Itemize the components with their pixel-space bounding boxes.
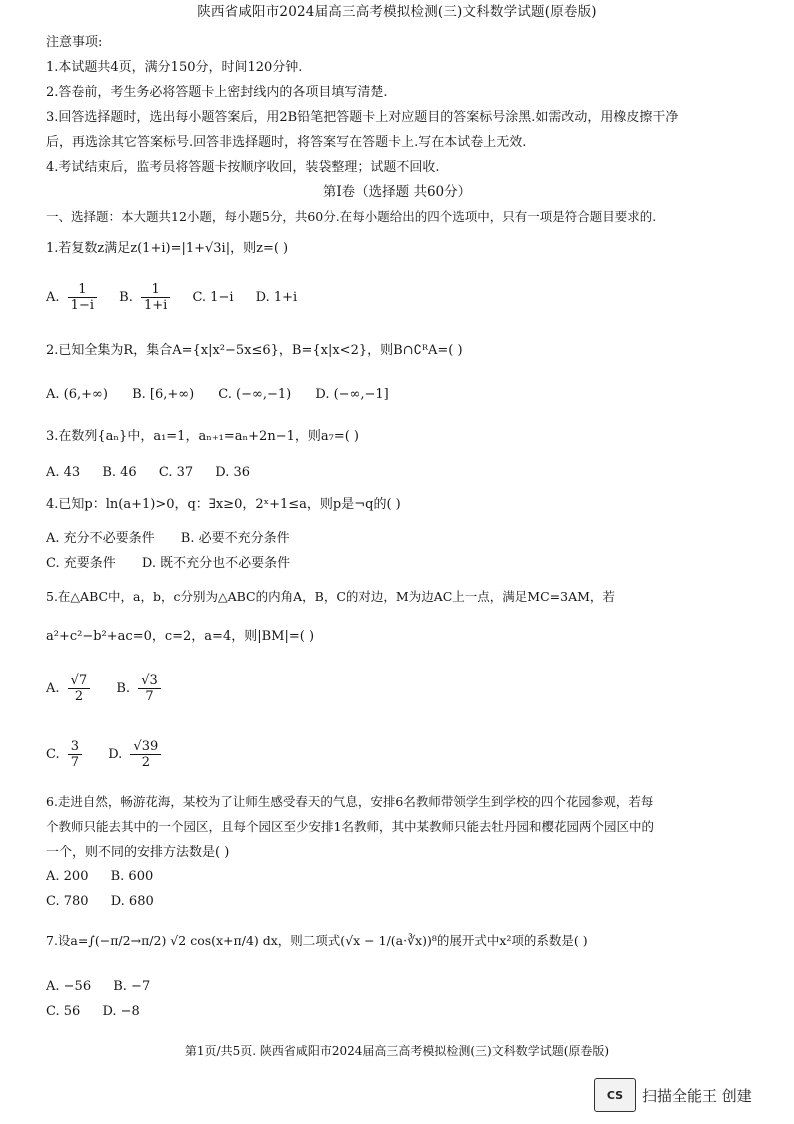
question-7-options-row1 [46, 980, 150, 993]
part-intro: 一、选择题：本大题共12小题，每小题5分，共60分.在每小题给出的四个选项中，只有一项是符合题目要求的. [46, 209, 657, 224]
q3-option-b: B. 46 [102, 465, 137, 480]
q1-option-c: C. 1−i [192, 290, 234, 305]
q5-d-num: √39 [130, 740, 161, 755]
question-4: 4.已知p：ln(a+1)>0，q：∃x≥0，2ˣ+1≤a，则p是¬q的( ) [46, 497, 401, 512]
q3-option-a: A. 43 [46, 465, 81, 480]
question-4-options-row2 [46, 557, 290, 570]
question-3: 3.在数列{aₙ}中，a₁=1，aₙ₊₁=aₙ+2n−1，则a₇=( ) [46, 429, 359, 444]
q2-option-c: C. (−∞,−1) [218, 387, 292, 402]
q6-option-a: A. 200 [46, 869, 89, 884]
q1-option-b-frac [141, 283, 170, 312]
q3-option-c: C. 37 [158, 465, 194, 480]
q4-option-c: C. 充要条件 [46, 556, 116, 571]
q5-option-d-label: D. [108, 747, 123, 762]
q6-option-d: D. 680 [110, 894, 154, 909]
q5-c-den: 7 [70, 755, 80, 770]
question-6-line1: 6.走进自然，畅游花海，某校为了让师生感受春天的气息，安排6名教师带领学生到学校的四个花园参观，若每 [46, 794, 654, 809]
q6-option-b: B. 600 [110, 869, 154, 884]
q6-option-c: C. 780 [46, 894, 89, 909]
notice-item-3-cont: 后，再选涂其它答案标号.回答非选择题时，将答案写在答题卡上.写在本试卷上无效. [46, 135, 527, 150]
question-5-options-row1 [46, 674, 165, 703]
watermark-text: 扫描全能王 创建 [642, 1086, 752, 1105]
question-7-options-row2 [46, 1005, 140, 1018]
question-2-options [46, 388, 389, 401]
question-5-options-row2 [46, 740, 165, 769]
question-6-line3: 一个，则不同的安排方法数是( ) [46, 845, 230, 860]
notice-item-1: 1.本试题共4页，满分150分，时间120分钟. [46, 60, 303, 75]
q5-option-b-frac [138, 674, 161, 703]
q5-option-b-label: B. [116, 681, 131, 696]
q1-option-d: D. 1+i [255, 290, 298, 305]
question-4-options-row1 [46, 532, 290, 545]
q5-option-a-label: A. [46, 681, 60, 696]
q1-option-a-frac [68, 283, 97, 312]
question-5-line2: a²+c²−b²+ac=0，c=2，a=4，则|BM|=( ) [46, 629, 315, 644]
q7-option-b: B. −7 [113, 979, 151, 994]
question-1: 1.若复数z满足z(1+i)=|1+√3i|，则z=( ) [46, 241, 289, 256]
q5-d-den: 2 [141, 755, 150, 770]
q5-b-den: 7 [145, 689, 154, 704]
question-3-options [46, 466, 250, 479]
notice-item-2: 2.答卷前，考生务必将答题卡上密封线内的各项目填写清楚. [46, 85, 388, 100]
question-7: 7.设a=∫(−π/2→π/2) √2 cos(x+π/4) dx，则二项式(√x − 1/(a·∛x))⁸的展开式中x²项的系数是( ) [46, 933, 588, 948]
page-footer: 第1页/共5页. 陕西省咸阳市2024届高三高考模拟检测(三)文科数学试题(原卷版) [184, 1044, 610, 1058]
q5-a-den: 2 [74, 689, 84, 704]
page-title: 陕西省咸阳市2024届高三高考模拟检测(三)文科数学试题(原卷版) [197, 4, 597, 20]
q1-option-b-label: B. [119, 290, 133, 305]
scanner-watermark [594, 1078, 752, 1112]
q1-a-num: 1 [68, 283, 97, 298]
q5-option-d-frac [130, 740, 161, 769]
q4-option-a: A. 充分不必要条件 [46, 531, 155, 546]
notice-heading: 注意事项: [46, 35, 103, 50]
camscanner-logo-icon: CS [594, 1078, 636, 1112]
q5-option-c-label: C. [46, 747, 60, 762]
question-5-line1: 5.在△ABC中，a，b，c分别为△ABC的内角A，B，C的对边，M为边AC上一点，满足MC=3AM，若 [46, 589, 615, 604]
q5-option-c-frac [68, 740, 82, 769]
q1-b-den: 1+i [143, 298, 168, 313]
q4-option-b: B. 必要不充分条件 [180, 531, 290, 546]
question-1-options [46, 283, 297, 312]
notice-item-4: 4.考试结束后，监考员将答题卡按顺序收回，装袋整理；试题不回收. [46, 160, 440, 175]
q7-option-a: A. −56 [46, 979, 92, 994]
q1-b-num: 1 [141, 283, 170, 298]
q2-option-d: D. (−∞,−1] [315, 387, 389, 402]
question-6-line2: 个教师只能去其中的一个园区，且每个园区至少安排1名教师，其中某教师只能去牡丹园和樱花园两个园区中的 [46, 819, 654, 834]
q7-option-c: C. 56 [46, 1004, 81, 1019]
q5-a-num: √7 [68, 674, 91, 689]
q7-option-d: D. −8 [102, 1004, 140, 1019]
q5-c-num: 3 [68, 740, 82, 755]
question-2: 2.已知全集为R，集合A={x|x²−5x≤6}，B={x|x<2}，则B∩∁ᴿA=( ) [46, 343, 463, 358]
q5-option-a-frac [68, 674, 91, 703]
notice-item-3: 3.回答选择题时，选出每小题答案后，用2B铅笔把答题卡上对应题目的答案标号涂黑.如需改动，用橡皮擦干净 [46, 110, 679, 125]
q5-b-num: √3 [138, 674, 161, 689]
q2-option-a: A. (6,+∞) [46, 387, 108, 402]
q2-option-b: B. [6,+∞) [132, 387, 195, 402]
q3-option-d: D. 36 [215, 465, 251, 480]
question-6-options-row2 [46, 895, 154, 908]
q1-option-a-label: A. [46, 290, 60, 305]
section-title: 第Ⅰ卷（选择题 共60分） [322, 184, 472, 200]
q4-option-d: D. 既不充分也不必要条件 [141, 556, 291, 571]
q1-a-den: 1−i [70, 298, 94, 313]
question-6-options-row1 [46, 870, 153, 883]
